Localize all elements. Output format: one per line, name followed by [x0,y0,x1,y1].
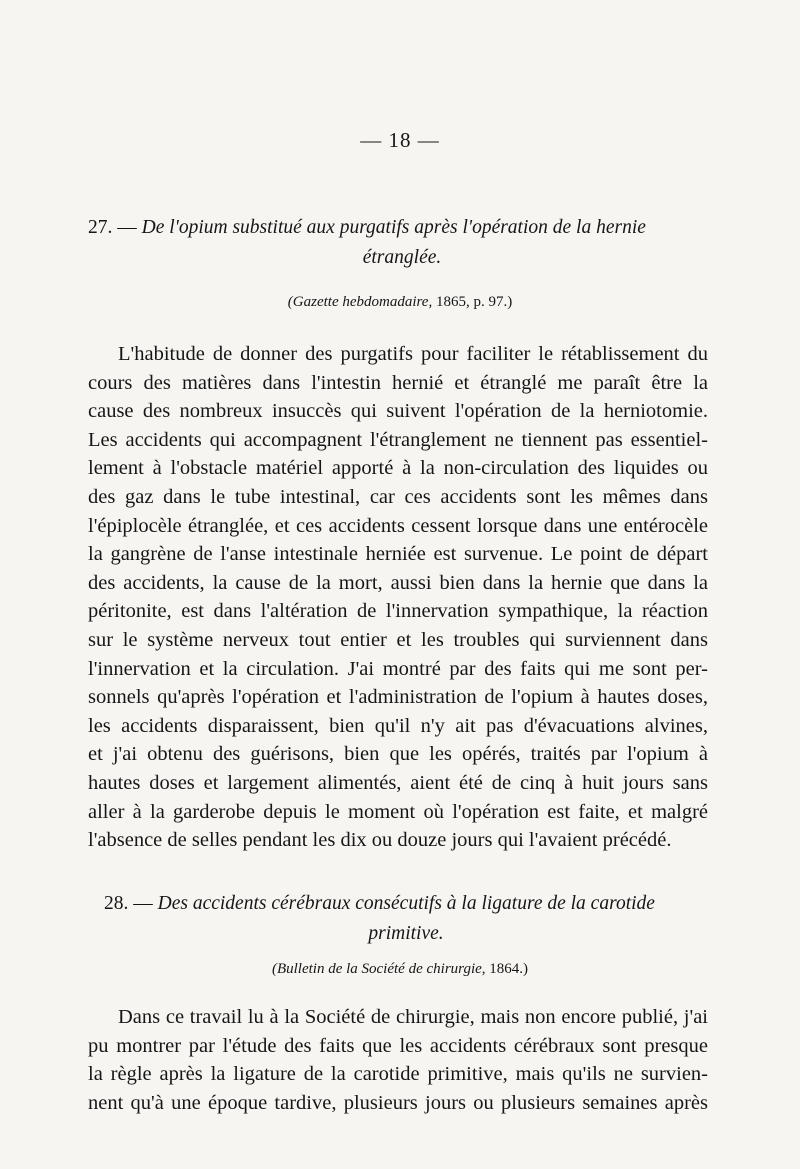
section-28-title-line2: primitive. [368,923,444,944]
body-line: lement à l'obstacle matériel apporté à la non-circulation des liquides ou [88,457,708,480]
body-line: cours des matières dans l'intestin hernié et étranglé me paraît être la [88,371,708,394]
section-27-number: 27. — [88,217,137,238]
body-line: cause des nombreux insuccès qui suivent l'opération de la herniotomie. [88,400,708,423]
body-line: l'épiplocèle étranglée, et ces accidents cessent lorsque dans une entérocèle [88,514,708,537]
body-line: L'habitude de donner des purgatifs pour faciliter le rétablissement du [118,343,708,365]
body-line: hautes doses et largement alimentés, aient été de cinq à huit jours sans [88,771,708,794]
body-line: et j'ai obtenu des guérisons, bien que les opérés, traités par l'opium à [88,743,708,766]
section-27-title-line1: De l'opium substitué aux purgatifs après l'opération de la hernie [141,217,646,238]
section-27-body [88,340,708,855]
body-line: l'innervation et la circulation. J'ai montré par des faits qui me sont per- [88,657,708,680]
section-28-source [0,961,800,978]
body-line: pu montrer par l'étude des faits que les accidents cérébraux sont presque [88,1034,708,1057]
section-28-title-line1: Des accidents cérébraux consécutifs à la ligature de la carotide [157,893,655,914]
body-line: l'absence de selles pendant les dix ou douze jours qui l'avaient précédé. [88,829,672,852]
body-line: nent qu'à une époque tardive, plusieurs jours ou plusieurs semaines après [88,1091,708,1114]
body-line: Les accidents qui accompagnent l'étranglement ne tiennent pas essentiel- [88,428,708,451]
section-28-number: 28. — [104,893,153,914]
body-line: la gangrène de l'anse intestinale herniée est survenue. Le point de départ [88,543,708,566]
section-28-body [88,1003,708,1117]
section-27-source-journal: (Gazette hebdomadaire, [287,294,433,310]
section-27-source [0,294,800,311]
section-27-title-line2: étranglée. [362,247,442,268]
section-28-source-ref: 1864.) [489,961,529,977]
body-line: péritonite, est dans l'altération de l'innervation sympathique, la réaction [88,600,708,623]
section-28-source-journal: (Bulletin de la Société de chirurgie, [271,961,486,977]
body-line: sonnels qu'après l'opération et l'administration de l'opium à hautes doses, [88,686,708,709]
section-27-heading [88,213,716,273]
body-line: la règle après la ligature de la carotide primitive, mais qu'ils ne survien- [88,1063,708,1086]
body-line: sur le système nerveux tout entier et les troubles qui surviennent dans [88,628,708,651]
body-line: Dans ce travail lu à la Société de chirurgie, mais non encore publié, j'ai [118,1006,708,1028]
body-line: des gaz dans le tube intestinal, car ces accidents sont les mêmes dans [88,485,708,508]
body-line: les accidents disparaissent, bien qu'il n'y ait pas d'évacuations alvines, [88,714,708,737]
body-line: des accidents, la cause de la mort, aussi bien dans la hernie que dans la [88,571,708,594]
section-28-heading [104,889,708,949]
page-number: — 18 — [360,128,440,152]
body-line: aller à la garderobe depuis le moment où l'opération est faite, et malgré [88,800,708,823]
section-27-source-ref: 1865, p. 97.) [435,294,513,310]
